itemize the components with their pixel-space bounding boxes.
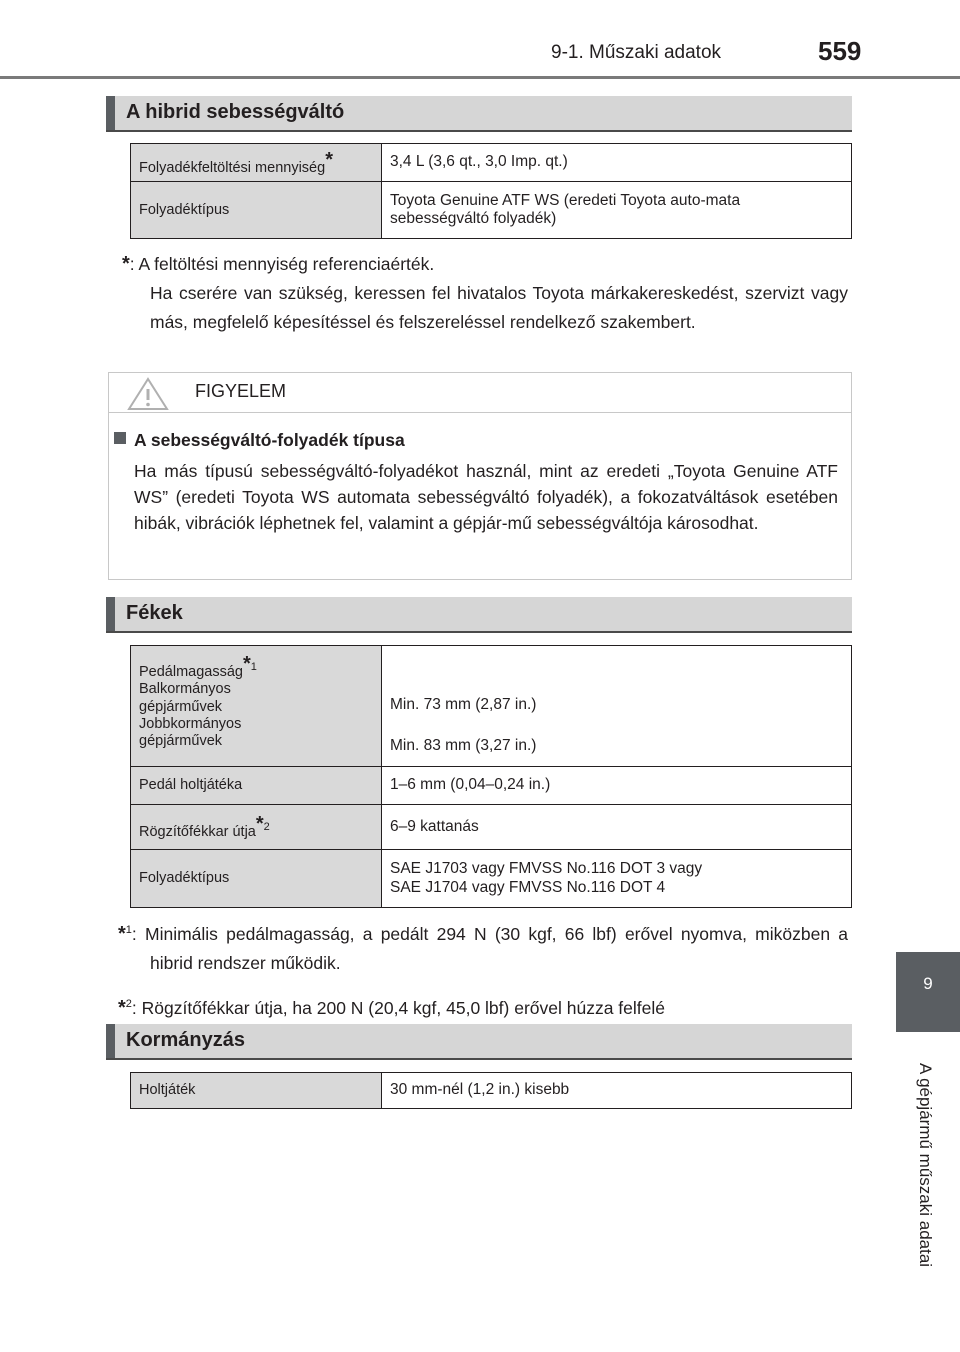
section-stripe bbox=[106, 597, 115, 631]
brakes-footnote-2: *$^2$: Rögzítőfékkar útja, ha 200 N (20,4 kgf, 45,0 lbf) erővel húzza felfelé bbox=[118, 996, 665, 1019]
section-bar-hybrid bbox=[106, 96, 852, 132]
section-stripe bbox=[106, 96, 115, 130]
brakes-footnote-1: *$^1$: Minimális pedálmagasság, a pedált 294 N (30 kgf, 66 lbf) erővel nyomva, miközben a hibrid rendszer működik. bbox=[118, 922, 848, 973]
spec-key: Rögzítőfékkar útja$^{*2}$ bbox=[131, 805, 382, 850]
table-row bbox=[131, 805, 852, 850]
brakes-spec-table bbox=[130, 645, 852, 908]
section-title-hybrid: A hibrid sebességváltó bbox=[126, 101, 345, 123]
spec-key: Pedál holtjátéka bbox=[131, 767, 382, 805]
table-row bbox=[131, 850, 852, 908]
warning-header bbox=[109, 373, 851, 413]
spec-key: Holtjáték bbox=[131, 1073, 382, 1109]
spec-key: Folyadékfeltöltési mennyiség* bbox=[131, 144, 382, 182]
table-row bbox=[131, 767, 852, 805]
warning-label: FIGYELEM bbox=[195, 381, 287, 401]
hybrid-spec-table bbox=[130, 143, 852, 239]
chapter-caption bbox=[893, 1040, 957, 1290]
running-header-section: 9-1. Műszaki adatok bbox=[551, 42, 722, 63]
spec-value: Min. 73 mm (2,87 in.) Min. 83 mm (3,27 in.) bbox=[382, 646, 852, 767]
warning-body: Ha más típusú sebességváltó-folyadékot használ, mint az eredeti „Toyota Genuine ATF WS” (eredeti Toyota WS automata sebességváltó folyadék), a fokozatváltások esetében hibák, vibrációk léphetnek fel, valamint a gépjár-mű sebességváltója károsodhat. bbox=[134, 461, 838, 533]
page-number: 559 bbox=[818, 36, 862, 66]
chapter-caption-text: A gépjármű műszaki adatai bbox=[916, 1062, 935, 1268]
section-stripe bbox=[106, 1024, 115, 1058]
chapter-tab: 9 bbox=[896, 952, 960, 1032]
section-title-brakes: Fékek bbox=[126, 602, 183, 624]
header-rule bbox=[0, 76, 960, 79]
warning-bullet-square bbox=[114, 432, 126, 444]
brakes-footnotes bbox=[118, 916, 848, 1023]
spec-value: 6–9 kattanás bbox=[382, 805, 852, 850]
spec-key: Folyadéktípus bbox=[131, 182, 382, 239]
hybrid-footnote-body: Ha cserére van szükség, keressen fel hivatalos Toyota márkakereskedést, szervizt vagy más, megfelelő képesítéssel és felszereléssel rendelkező szakembert. bbox=[150, 283, 848, 332]
warning-triangle-icon bbox=[127, 377, 169, 411]
spec-value: Toyota Genuine ATF WS (eredeti Toyota auto-mata sebességváltó folyadék) bbox=[382, 182, 852, 239]
warning-heading: A sebességváltó-folyadék típusa bbox=[134, 430, 405, 450]
spec-key: Pedálmagasság$^{*1}$ Balkormányos gépjárművek Jobbkormányos gépjárművek bbox=[131, 646, 382, 767]
table-row bbox=[131, 1073, 852, 1109]
table-row bbox=[131, 182, 852, 239]
spec-value: 30 mm-nél (1,2 in.) kisebb bbox=[382, 1073, 852, 1109]
section-bar-steering bbox=[106, 1024, 852, 1060]
section-title-steering: Kormányzás bbox=[126, 1029, 245, 1051]
section-bar-brakes bbox=[106, 597, 852, 633]
hybrid-footnote bbox=[122, 250, 848, 337]
hybrid-footnote-line1: *: A feltöltési mennyiség referenciaérték. bbox=[122, 253, 435, 275]
spec-value: SAE J1703 vagy FMVSS No.116 DOT 3 vagy SAE J1704 vagy FMVSS No.116 DOT 4 bbox=[382, 850, 852, 908]
spec-value: 3,4 L (3,6 qt., 3,0 Imp. qt.) bbox=[382, 144, 852, 182]
steering-spec-table bbox=[130, 1072, 852, 1109]
spec-value: 1–6 mm (0,04–0,24 in.) bbox=[382, 767, 852, 805]
table-row bbox=[131, 144, 852, 182]
spec-key: Folyadéktípus bbox=[131, 850, 382, 908]
table-row bbox=[131, 646, 852, 767]
